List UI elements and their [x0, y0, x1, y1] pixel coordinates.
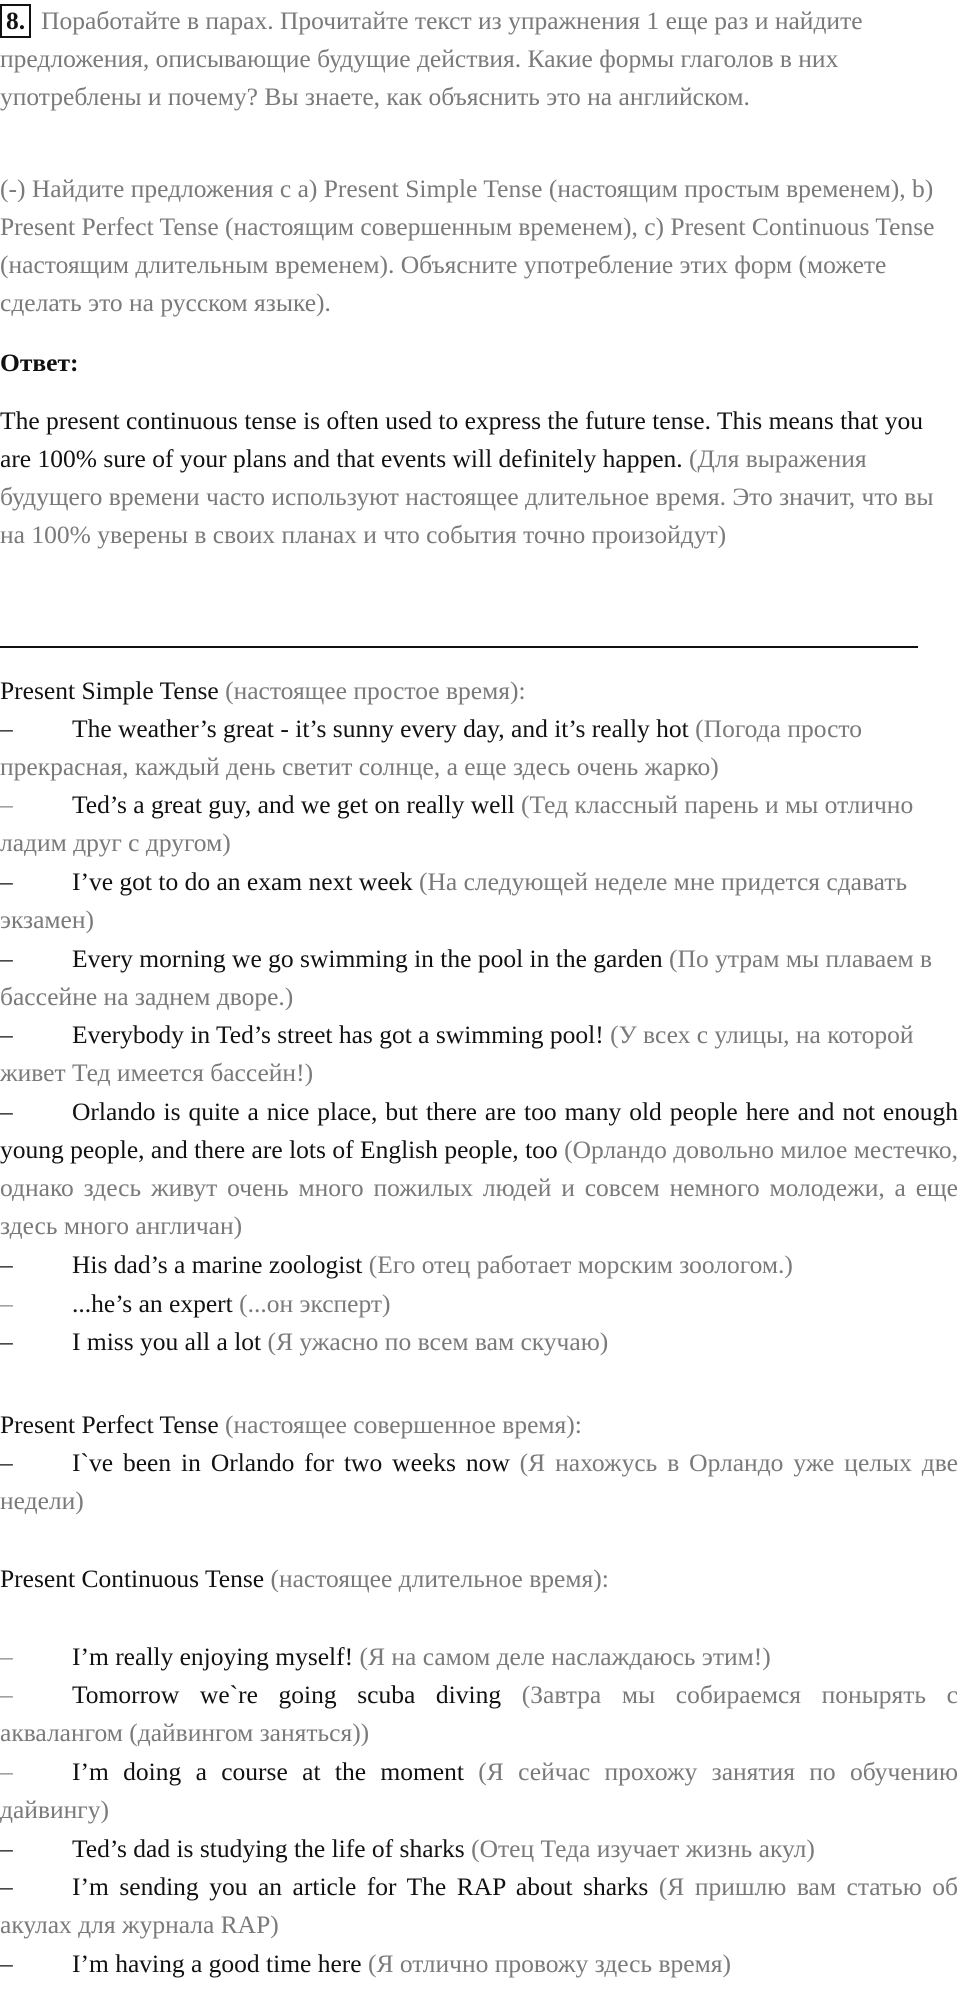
item-russian: (Я нахожусь в Орландо уже целых две недели)	[0, 1448, 958, 1515]
dash: –	[0, 1680, 13, 1709]
task-instruction: Поработайте в парах. Прочитайте текст из упражнения 1 еще раз и найдите предложения, описывающие будущие действия. Какие формы глаголов в них употреблены и почему? Вы знаете, как объяснить это на английском.	[0, 6, 863, 111]
item-english: Ted’s a great guy, and we get on really well	[72, 790, 515, 819]
section-divider	[0, 646, 918, 648]
item-english: Every morning we go swimming in the pool in the garden	[72, 944, 663, 973]
list-item	[0, 1676, 958, 1752]
dash: –	[0, 1020, 13, 1049]
list-item	[0, 786, 958, 862]
item-russian: (Его отец работает морским зоологом.)	[368, 1250, 793, 1279]
item-english: Tomorrow we`re going scuba diving	[72, 1680, 502, 1709]
item-english: Ted’s dad is studying the life of sharks	[72, 1834, 465, 1863]
item-russian: (Я сейчас прохожу занятия по обучению дайвингу)	[0, 1757, 959, 1824]
answer-paragraph	[0, 402, 958, 554]
task-text	[0, 2, 958, 116]
item-english: I`ve been in Orlando for two weeks now	[72, 1448, 510, 1477]
task-number: 8.	[0, 4, 31, 38]
item-english: I’ve got to do an exam next week	[72, 867, 413, 896]
section-title: Present Continuous Tense	[0, 1564, 265, 1593]
dash: –	[0, 1097, 13, 1126]
answer-label: Ответ:	[0, 348, 79, 377]
dash: –	[0, 1250, 13, 1279]
item-russian: (Погода просто прекрасная, каждый день светит солнце, а еще здесь очень жарко)	[0, 714, 862, 781]
item-english: I miss you all a lot	[72, 1327, 262, 1356]
item-english: The weather’s great - it’s sunny every day, and it’s really hot	[72, 714, 689, 743]
dash: –	[0, 1757, 13, 1786]
list-item	[0, 1323, 958, 1361]
dash: –	[0, 867, 13, 896]
item-russian: (...он эксперт)	[239, 1289, 391, 1318]
dash: –	[0, 944, 13, 973]
section-heading-present-simple	[0, 672, 958, 710]
section-title: Present Perfect Tense	[0, 1410, 219, 1439]
item-russian: (Орландо довольно милое местечко, однако здесь живут очень много пожилых людей и совсем немного молодежи, а еще здесь много англичан)	[0, 1135, 958, 1240]
list-item	[0, 940, 958, 1016]
item-english: His dad’s a marine zoologist	[72, 1250, 363, 1279]
item-english: I’m sending you an article for The RAP about sharks	[72, 1872, 649, 1901]
dash: –	[0, 790, 13, 819]
dash: –	[0, 1327, 13, 1356]
subtask-text: (-) Найдите предложения с a) Present Simple Tense (настоящим простым временем), b) Present Perfect Tense (настоящим совершенным временем), c) Present Continuous Tense (настоящим длительным временем). Объясните употребление этих форм (можете сделать это на русском языке).	[0, 174, 935, 317]
item-russian: (По утрам мы плаваем в бассейне на заднем дворе.)	[0, 944, 933, 1011]
item-russian: (Я пришлю вам статью об акулах для журнала RAP)	[0, 1872, 959, 1939]
dash: –	[0, 1289, 13, 1318]
dash: –	[0, 714, 13, 743]
list-item	[0, 1016, 958, 1092]
answer-english: The present continuous tense is often used to express the future tense. This means that you are 100% sure of your plans and that events will definitely happen.	[0, 406, 923, 473]
list-item	[0, 863, 958, 939]
dash: –	[0, 1872, 13, 1901]
item-russian: (Я отлично провожу здесь время)	[368, 1949, 731, 1978]
dash: –	[0, 1834, 13, 1863]
list-item	[0, 1285, 958, 1323]
list-item	[0, 710, 958, 786]
item-russian: (Отец Теда изучает жизнь акул)	[471, 1834, 815, 1863]
list-item	[0, 1830, 958, 1868]
item-russian: (Тед классный парень и мы отлично ладим друг с другом)	[0, 790, 914, 857]
item-english: I’m doing a course at the moment	[72, 1757, 464, 1786]
item-english: ...he’s an expert	[72, 1289, 233, 1318]
list-item	[0, 1868, 958, 1944]
item-english: Orlando is quite a nice place, but there are too many old people here and not enough young people, and there are lots of English people, too	[0, 1097, 958, 1164]
item-english: Everybody in Ted’s street has got a swimming pool!	[72, 1020, 604, 1049]
dash: –	[0, 1642, 13, 1671]
section-heading-present-continuous	[0, 1560, 958, 1598]
item-russian: (Я ужасно по всем вам скучаю)	[267, 1327, 609, 1356]
list-item	[0, 1093, 958, 1245]
list-item	[0, 1945, 958, 1983]
list-item	[0, 1444, 958, 1520]
section-title-ru: (настоящее простое время):	[225, 676, 526, 705]
item-russian: (Завтра мы собираемся понырять с аквалангом (дайвингом заняться))	[0, 1680, 958, 1747]
dash: –	[0, 1949, 13, 1978]
section-title: Present Simple Tense	[0, 676, 219, 705]
item-english: I’m having a good time here	[72, 1949, 362, 1978]
list-item	[0, 1638, 958, 1676]
answer-russian: (Для выражения будущего времени часто используют настоящее длительное время. Это значит, что вы на 100% уверены в своих планах и что события точно произойдут)	[0, 444, 934, 549]
section-title-ru: (настоящее длительное время):	[270, 1564, 609, 1593]
item-russian: (У всех с улицы, на которой живет Тед имеется бассейн!)	[0, 1020, 914, 1087]
list-item	[0, 1246, 958, 1284]
item-english: I’m really enjoying myself!	[72, 1642, 354, 1671]
item-russian: (Я на самом деле наслаждаюсь этим!)	[359, 1642, 771, 1671]
section-heading-present-perfect	[0, 1406, 958, 1444]
section-title-ru: (настоящее совершенное время):	[225, 1410, 582, 1439]
item-russian: (На следующей неделе мне придется сдавать экзамен)	[0, 867, 908, 934]
dash: –	[0, 1448, 13, 1477]
list-item	[0, 1753, 958, 1829]
